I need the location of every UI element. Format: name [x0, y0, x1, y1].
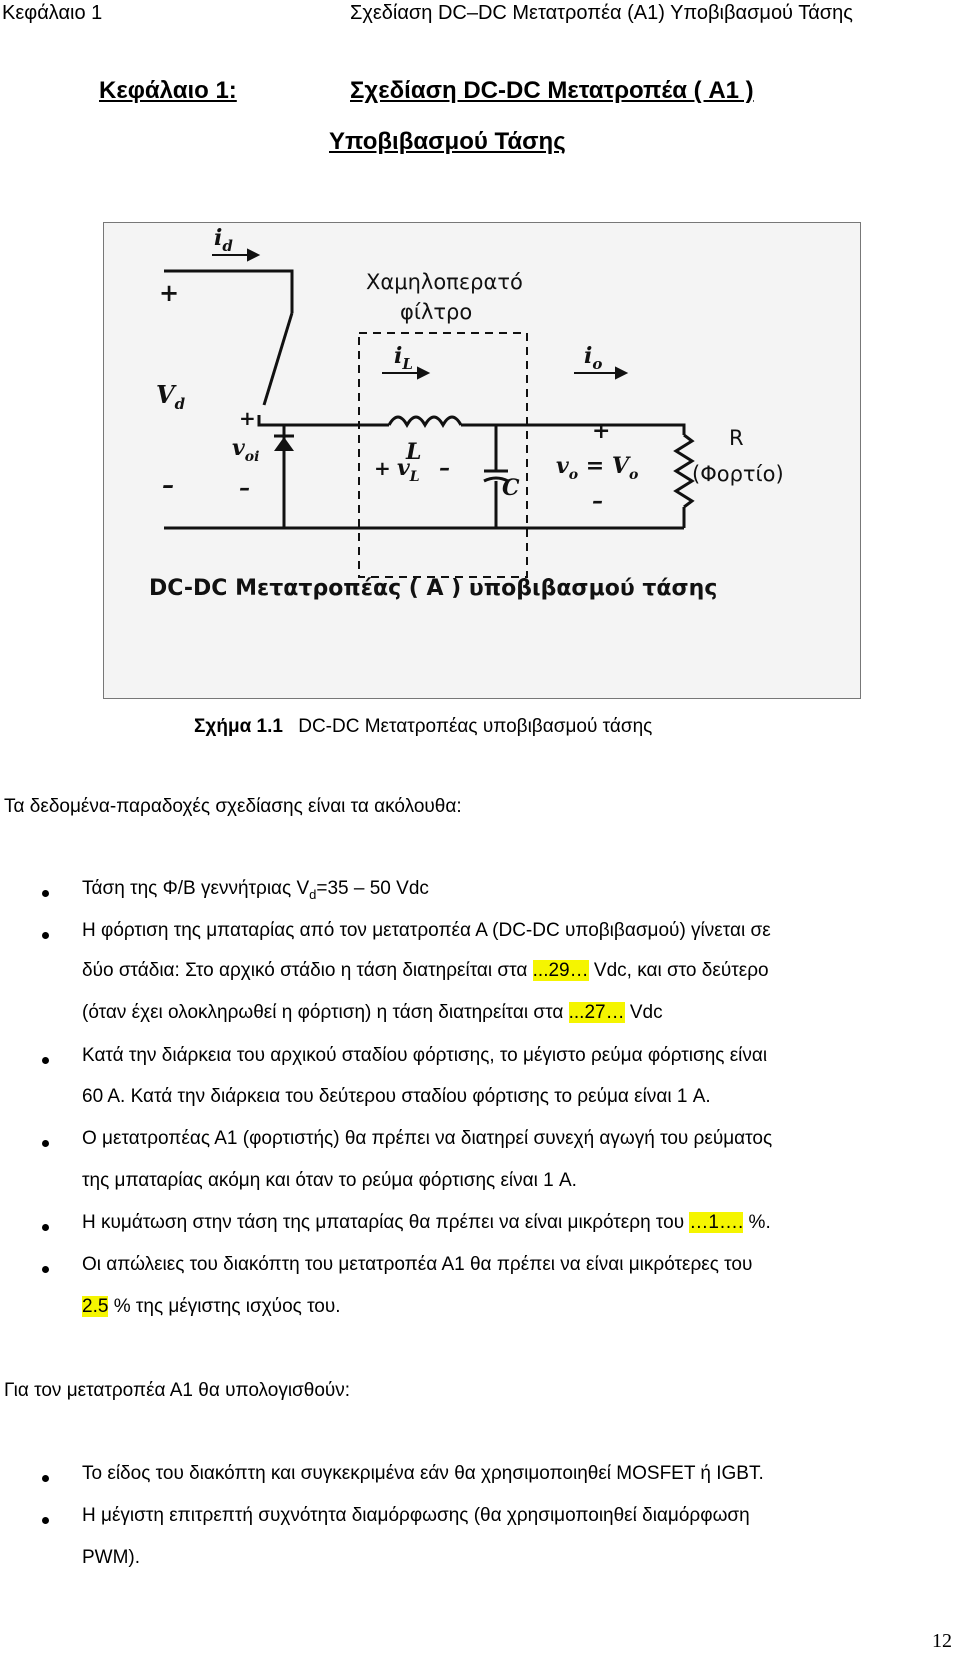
bullet-dot	[42, 1266, 49, 1273]
bullet-dot	[42, 890, 49, 897]
highlight-29: ...29…	[532, 960, 589, 981]
input-top-wire	[164, 271, 292, 313]
highlight-27: ...27…	[568, 1002, 625, 1023]
vo-minus: –	[592, 488, 603, 514]
id-arrow	[248, 250, 258, 260]
bullet-dot	[42, 1057, 49, 1064]
c-label: C	[502, 475, 520, 501]
vd-plus: +	[159, 278, 180, 307]
chapter-label: Κεφάλαιο 1:	[99, 77, 237, 104]
bullet-current-line1: Κατά την διάρκεια του αρχικού σταδίου φόρτισης, το μέγιστο ρεύμα φόρτισης είναι	[82, 1045, 768, 1066]
voi-label: $v_{oi}$	[232, 435, 260, 465]
id-label: $i_d$	[214, 225, 233, 255]
il-label: $i_L$	[394, 343, 413, 373]
r-label: R	[729, 426, 744, 450]
bullet-charging-line1: Η φόρτιση της μπαταρίας από τον μετατροπέα Α (DC-DC υποβιβασμού) γίνεται σε	[82, 920, 771, 941]
chapter-title-line1: Σχεδίαση DC-DC Μετατροπέα ( A1 )	[350, 77, 754, 104]
il-arrow	[418, 368, 428, 378]
bullet-charging-line2: δύο στάδια: Στο αρχικό στάδιο η τάση διατηρείται στα ...29… Vdc, και στο δεύτερο	[82, 960, 769, 981]
vl-plus: +	[374, 456, 391, 480]
running-header-left: Κεφάλαιο 1	[2, 2, 103, 24]
bullet-current-line2: 60 A. Κατά την διάρκεια του δεύτερου σταδίου φόρτισης το ρεύμα είναι 1 A.	[82, 1086, 711, 1107]
bullet-losses-line2: 2.5 % της μέγιστης ισχύος του.	[82, 1296, 341, 1317]
vd-minus: –	[162, 470, 174, 499]
bullet-switch-type: Το είδος του διακόπτη και συγκεκριμένα εάν θα χρησιμοποιηθεί MOSFET ή IGBT.	[82, 1463, 764, 1484]
bullet-losses-line1: Οι απώλειες του διακόπτη του μετατροπέα Α1 θα πρέπει να είναι μικρότερες του	[82, 1254, 753, 1275]
bullet-ripple: Η κυμάτωση στην τάση της μπαταρίας θα πρέπει να είναι μικρότερη του …1…. %.	[82, 1212, 771, 1233]
vo-plus: +	[592, 418, 611, 444]
bullet-pwm-line1: Η μέγιστη επιτρεπτή συχνότητα διαμόρφωσης (θα χρησιμοποιηθεί διαμόρφωση	[82, 1505, 750, 1526]
vo-label: $v_o = V_o$	[556, 453, 639, 483]
bullet-pwm-line2: PWM).	[82, 1547, 141, 1568]
highlight-2-5: 2.5	[82, 1296, 109, 1317]
l-label: L	[406, 439, 422, 465]
bullet-dot	[42, 1224, 49, 1231]
load-label: (Φορτίο)	[692, 462, 784, 486]
vl-minus: –	[439, 455, 450, 481]
design-data-intro: Τα δεδομένα-παραδοχές σχεδίασης είναι τα ακόλουθα:	[4, 796, 462, 817]
top-rail-right	[461, 425, 684, 435]
bullet-dot	[42, 1517, 49, 1524]
buck-converter-schematic	[104, 223, 860, 698]
figure-inner-caption: DC-DC Μετατροπέας ( A ) υποβιβασμού τάσης	[149, 576, 718, 601]
chapter-title-line2: Υποβιβασμού Τάσης	[329, 128, 566, 155]
bullet-dot	[42, 1140, 49, 1147]
io-arrow	[616, 368, 626, 378]
diode-symbol	[274, 437, 294, 451]
io-label: $i_o$	[584, 343, 603, 373]
filter-label-1: Χαμηλοπερατό	[366, 270, 523, 294]
bullet-charging-line3: (όταν έχει ολοκληρωθεί η φόρτιση) η τάση διατηρείται στα ...27… Vdc	[82, 1002, 663, 1023]
filter-label-2: φίλτρο	[400, 300, 473, 324]
bullet-ccm-line2: της μπαταρίας ακόμη και όταν το ρεύμα φόρτισης είναι 1 A.	[82, 1170, 577, 1191]
vd-label: $V_d$	[156, 380, 186, 413]
voi-minus: –	[239, 475, 250, 501]
switch-blade	[264, 313, 292, 405]
circuit-figure	[103, 222, 861, 699]
inductor-coil	[389, 417, 461, 425]
resistor-zigzag	[676, 435, 692, 507]
figure-caption	[194, 716, 652, 738]
figure-caption-text: DC-DC Μετατροπέας υποβιβασμού τάσης	[298, 716, 653, 737]
bullet-dot	[42, 1475, 49, 1482]
highlight-1: …1….	[689, 1212, 744, 1233]
voi-plus: +	[239, 406, 256, 430]
bullet-ccm-line1: Ο μετατροπέας Α1 (φορτιστής) θα πρέπει να διατηρεί συνεχή αγωγή του ρεύματος	[82, 1128, 773, 1149]
bullet-dot	[42, 932, 49, 939]
top-rail-left	[259, 415, 389, 425]
vl-label: $v_L$	[397, 455, 420, 485]
page-number: 12	[932, 1630, 952, 1652]
running-header-right: Σχεδίαση DC–DC Μετατροπέα (A1) Υποβιβασμού Τάσης	[350, 2, 853, 24]
figure-caption-label: Σχήμα 1.1	[194, 716, 283, 737]
bullet-pv-voltage: Τάση της Φ/Β γεννήτριας $V_d=35 - 50$ Vdc	[82, 878, 429, 902]
calc-intro: Για τον μετατροπέα Α1 θα υπολογισθούν:	[4, 1380, 351, 1401]
